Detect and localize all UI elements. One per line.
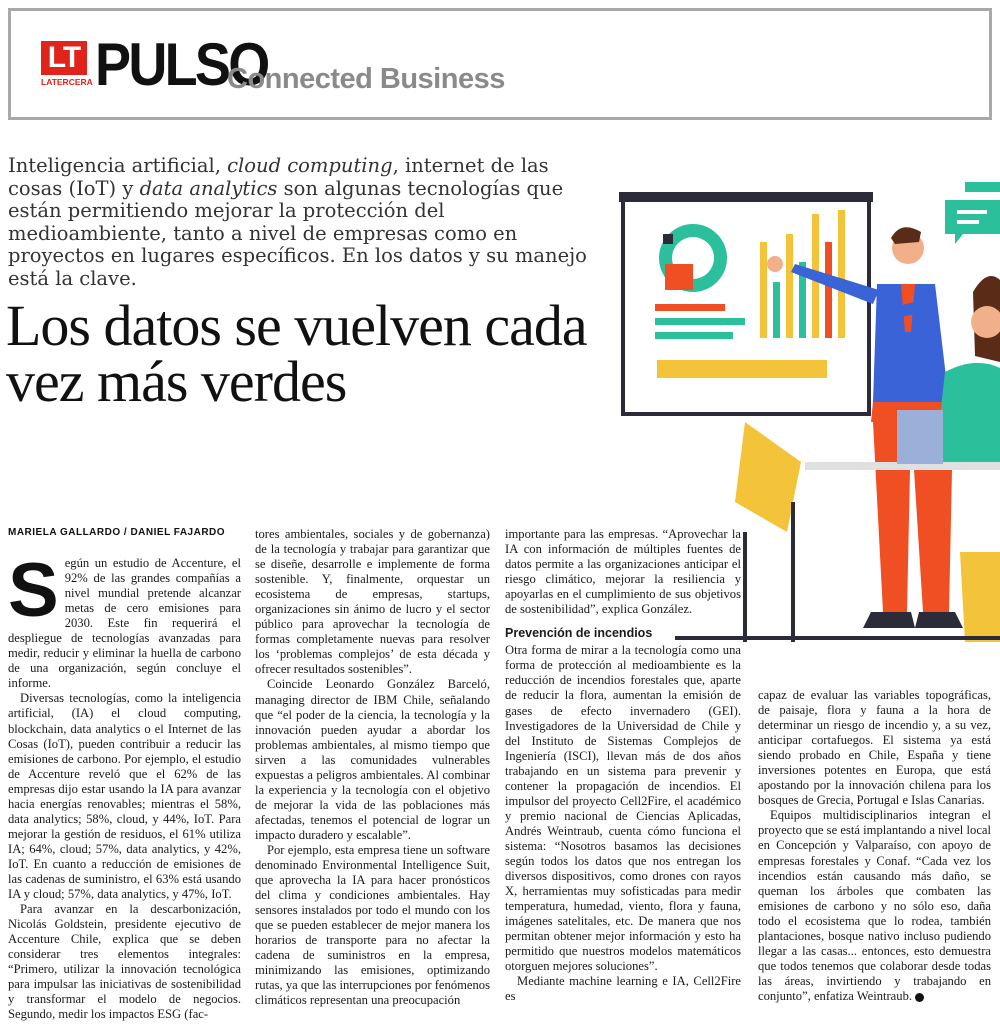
presenter-shoe (915, 612, 963, 628)
lt-logo-letters: LT (41, 41, 87, 75)
presenter-hand (767, 256, 783, 272)
drop-cap: S (8, 548, 59, 633)
laptop (897, 410, 943, 464)
la-tercera-logo[interactable] (41, 41, 93, 91)
paragraph: Mediante machine learning e IA, Cell2Fire es (505, 974, 741, 1004)
paragraph: capaz de evaluar las variables topográficas, de paisaje, flora y fauna a la hora de determinar un riesgo de incendio y, a su vez, anticipar cortafuegos. El sistema ya está siendo probado en Chile, España y tiene inversiones potentes en Europa, que está apostando por la innovación chilena para los bosques de Grecia, Portugal e Islas Canarias. (758, 688, 991, 808)
presenter-shoe (863, 612, 915, 628)
pie-chart-accent (663, 234, 673, 244)
whiteboard-top-bar (619, 192, 873, 202)
article-headline: Los datos se vuelven cada vez más verdes (6, 293, 587, 414)
paragraph (758, 808, 991, 1004)
audience-body (935, 363, 1000, 462)
paragraph: importante para las empresas. “Aprovechar la IA con información de múltiples fuentes de datos permite a las organizaciones anticipar el riesgo climático, mejorar la resiliencia y apoyarlas en el cumplimiento de sus objetivos de sostenibilidad”, explica González. (505, 527, 741, 617)
lt-logo-subtitle: LATERCERA (41, 77, 93, 87)
bubble-line (957, 210, 987, 214)
paragraph: tores ambientales, sociales y de gobernanza) de la tecnología y trabajar para garantizar que se diseñe, desarrolle e implemente de forma sostenible. Y, finalmente, orquestar un ecosistema de empresas, startups, organizaciones sin ánimo de lucro y el sector público para aprovechar la tecnología de formas completamente nuevas para resolver los ‘problemas complejos’ de esta década y ofrecer resultados sostenibles”. (255, 527, 490, 677)
paragraph (8, 548, 241, 691)
lead-text: , internet de las cosas (IoT) y (8, 154, 549, 200)
article-column-4 (758, 688, 991, 1004)
audience-legs (960, 552, 1000, 642)
pie-chart-slice (665, 264, 693, 290)
paragraph: Diversas tecnologías, como la inteligencia artificial, (IA) el cloud computing, blockchain, data analytics o el Internet de las Cosas (IoT), pueden contribuir a reducir las emisiones de carbono. Por ejemplo, el estudio de Accenture reveló que el 62% de las empresas dijo estar usando la IA para avanzar hacia energías renovables; mientras el 58%, data analytics; 58%, cloud, y 44%, IoT. Para mejorar la gestión de residuos, el 61% utiliza IA; 64%, cloud; 57%, data analytics, y 42%, IoT. En cuanto a reducción de emisiones de las cadenas de suministro, el 63% está usando IA y cloud; 57%, data analytics, y 47%, IoT. (8, 691, 241, 902)
pulso-brand[interactable]: PULSO (95, 31, 268, 98)
article-lead (8, 155, 608, 290)
section-subhead: Prevención de incendios (505, 626, 653, 641)
presenter-hair (891, 227, 921, 244)
paragraph-text: egún un estudio de Accenture, el 92% de las grandes compañías a nivel mundial pretende alcanzar metas de cero emisiones para 2030. Este fin requerirá el despliegue de tecnologías avanzadas para medir, reducir y eliminar la huella de carbono de una organización, según concluye el informe. (8, 556, 241, 691)
lead-text-em: data analytics (139, 176, 278, 200)
article-column-3 (505, 527, 741, 1004)
speech-bubble-icon (965, 182, 1000, 192)
board-banner (657, 360, 827, 378)
board-line (655, 332, 733, 339)
paragraph: Otra forma de mirar a la tecnología como una forma de protección al medioambiente es la reducción de incendios forestales que, aparte de reducir la flora, aumentan la emisión de gases de efecto invernadero (GEI). Investigadores de la Universidad de Chile y del Instituto de Sistemas Complejos de Ingeniería (ISCI), llevan más de dos años trabajando en un sistema para prevenir y contener la propagación de incendios. El impulsor del proyecto Cell2Fire, el académico y premio nacional de Ciencias Aplicadas, Andrés Weintraub, cuenta cómo funciona el sistema: “Nosotros basamos las decisiones según todos los datos que nos entregan los diversos dispositivos, como drones con rayos X, herramientas muy sofisticadas para medir temperatura, humedad, viento, flora y fauna, imágenes satelitales, etc. De manera que nos permitan obtener mejor información y esto ha permitido que nuestros modelos matemáticos otorguen mejores soluciones”. (505, 643, 741, 974)
chair-leg (791, 502, 795, 642)
chart-bar (760, 242, 767, 338)
paragraph-text: Equipos multidisciplinarios integran el proyecto que se está implantando a nivel local en Concepción y Valparaíso, con apoyo de empresas forestales y Conaf. “Cada vez los incendios están causando más daño, se queman los árboles que combaten las emisiones de carbono y no sólo eso, daña todo el ecosistema que lo rodea, también plantaciones, bosque nativo incluso pudiendo llegar a las casas... entonces, esto demuestra que todos tenemos que colaborar desde todas las áreas, invirtiendo y trabajando en conjunto”, enfatiza Weintraub. (758, 808, 991, 1003)
chart-bar (825, 242, 832, 338)
chart-bar (786, 234, 793, 338)
paragraph: Coincide Leonardo González Barceló, managing director de IBM Chile, señalando que “el poder de la ciencia, la tecnología y la innovación pueden ayudar a abordar los problemas ambientales, al mismo tiempo que sirven a las comunidades vulnerables expuestas a peligros ambientales. Al combinar la experiencia y la tecnología con el objetivo de mejorar la vida de las poblaciones más afectadas, tenemos el potencial de lograr un impacto duradero y escalable”. (255, 677, 490, 842)
byline: MARIELA GALLARDO / DANIEL FAJARDO (8, 527, 226, 538)
article-column-2 (255, 527, 490, 1009)
bubble-line (957, 220, 979, 224)
lead-text: son algunas tecnologías que están permitiendo mejorar la protección del medioambiente, tanto a nivel de empresas como en proyectos en lugares específicos. En los datos y su manejo está la clave. (8, 176, 587, 290)
chart-bar (838, 210, 845, 338)
end-of-article-icon: P (915, 993, 924, 1002)
lead-text: Inteligencia artificial, (8, 154, 228, 177)
board-line (655, 318, 745, 325)
lead-text-em: cloud computing (227, 154, 393, 177)
paragraph: Para avanzar en la descarbonización, Nicolás Goldstein, presidente ejecutivo de Accenture Chile, explica que se deben considerar tres elementos integrales: “Primero, utilizar la innovación tecnológica para impulsar las iniciativas de sostenibilidad y transformar el modelo de negocios. Segundo, medir los impactos ESG (fac- (8, 902, 241, 1022)
article-column-1 (8, 548, 241, 1022)
section-name: Connected Business (227, 63, 505, 95)
paragraph: Por ejemplo, esta empresa tiene un software denominado Environmental Intelligence Suit, que aprovecha la IA para hacer pronósticos del clima y condiciones ambientales. Hay sensores instalados por todo el mundo con los que se pueden establecer de mejor manera los horarios de transporte para no afectar la cadena de suministros en la empresa, minimizando las emisiones, optimizando rutas, ya que las interrupciones por fenómenos climáticos representan una preocupación (255, 842, 490, 1008)
board-line (655, 304, 725, 311)
chart-bar (773, 282, 780, 338)
chair-leg (743, 532, 747, 642)
masthead (8, 8, 992, 120)
